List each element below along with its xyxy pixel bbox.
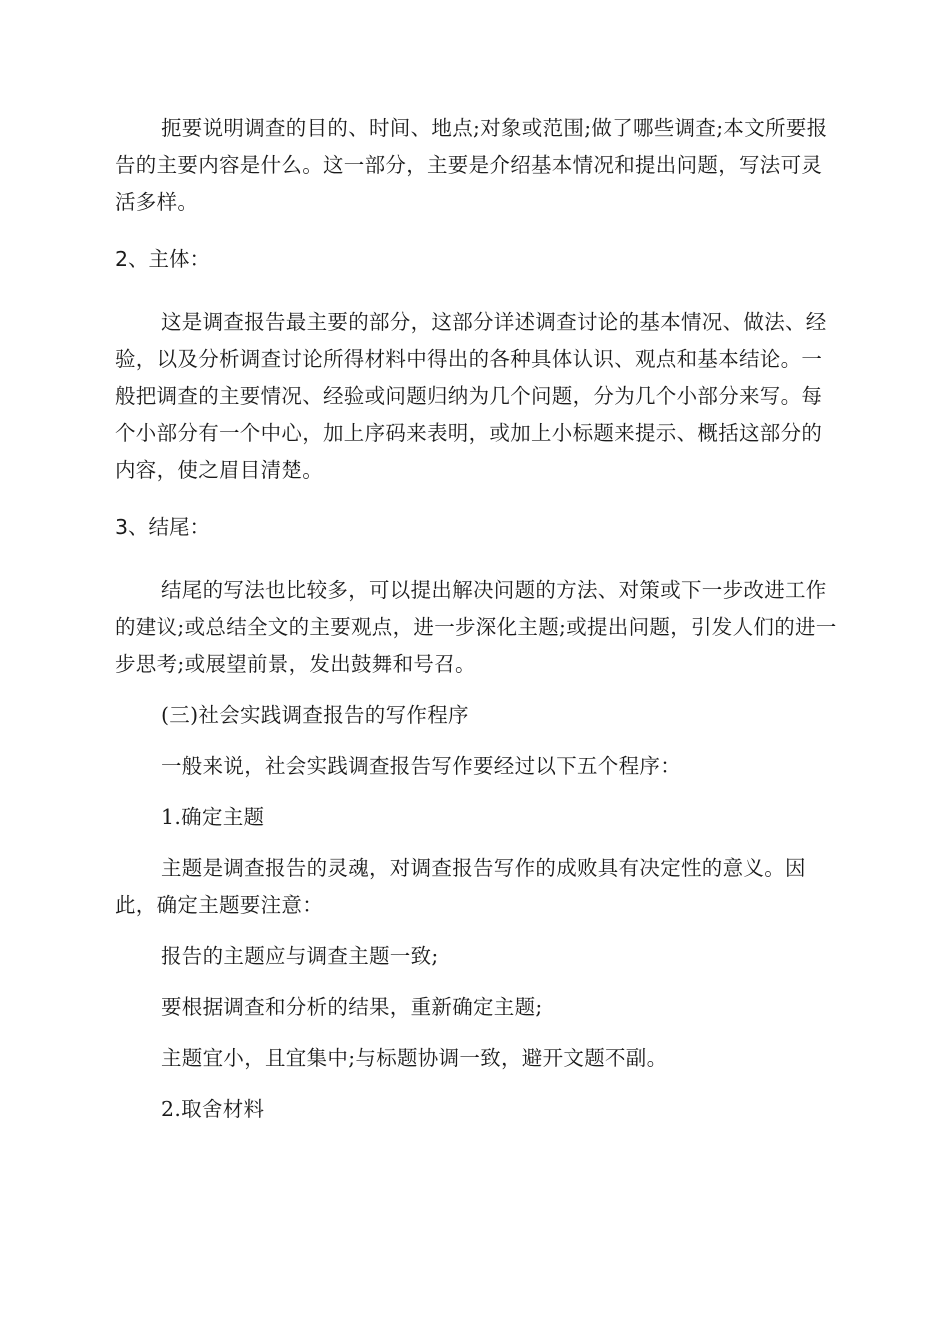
paragraph-theme: 主题是调查报告的灵魂，对调查报告写作的成败具有决定性的意义。因此，确定主题要注意： <box>115 856 806 917</box>
heading-body: 2、主体： <box>115 247 211 271</box>
list-item-1: 报告的主题应与调查主题一致; <box>161 944 439 968</box>
document-page <box>115 110 840 1128</box>
paragraph-body: 这是调查报告最主要的部分，这部分详述调查讨论的基本情况、做法、经验，以及分析调查讨论所得材料中得出的各种具体认识、观点和基本结论。一般把调查的主要情况、经验或问题归纳为几个问题，分为几个小部分来写。每个小部分有一个中心，加上序码来表明，或加上小标题来提示、概括这部分的内容，使之眉目清楚。 <box>115 310 827 482</box>
paragraph-ending: 结尾的写法也比较多，可以提出解决问题的方法、对策或下一步改进工作的建议;或总结全文的主要观点，进一步深化主题;或提出问题，引发人们的进一步思考;或展望前景，发出鼓舞和号召。 <box>115 578 837 676</box>
paragraph-procedure-intro: 一般来说，社会实践调查报告写作要经过以下五个程序： <box>161 754 681 778</box>
heading-ending: 3、结尾： <box>115 515 211 539</box>
subheading-select-materials: 2.取舍材料 <box>161 1097 265 1121</box>
section-title-procedure: (三)社会实践调查报告的写作程序 <box>161 703 469 727</box>
paragraph-intro: 扼要说明调查的目的、时间、地点;对象或范围;做了哪些调查;本文所要报告的主要内容是什么。这一部分，主要是介绍基本情况和提出问题，写法可灵活多样。 <box>115 116 828 214</box>
subheading-determine-theme: 1.确定主题 <box>161 805 265 829</box>
list-item-2: 要根据调查和分析的结果，重新确定主题; <box>161 995 543 1019</box>
list-item-3: 主题宜小，且宜集中;与标题协调一致，避开文题不副。 <box>161 1046 668 1070</box>
